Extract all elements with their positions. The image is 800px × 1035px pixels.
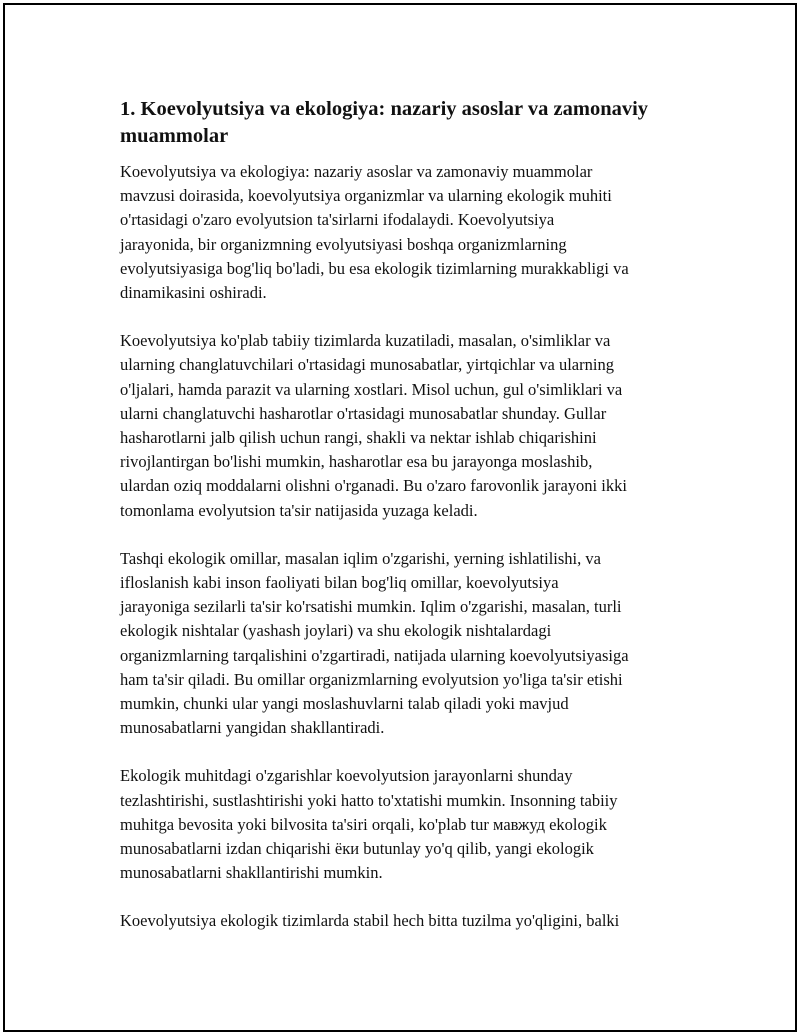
paragraph-2: Koevolyutsiya ko'plab tabiiy tizimlarda kuzatiladi, masalan, o'simliklar va ularning changlatuvchilari o'rtasidagi munosabatlar, yirtqichlar va ularning o'ljalari, hamda parazit va ularning xostlari. Misol uchun, gul o'simliklari va ularni changlatuvchi hasharotlar o'rtasidagi munosabatlar shunday. Gullar hasharotlarni jalb qilish uchun rangi, shakli va nektar ishlab chiqarishini rivojlantirgan bo'lishi mumkin, hasharotlar esa bu jarayonga moslashib, ulardan oziq moddalarni olishni o'rganadi. Bu o'zaro farovonlik jarayoni ikki tomonlama evolyutsion ta'sir natijasida yuzaga keladi. xyxy=(120,331,627,520)
document-page xyxy=(3,3,797,1032)
paragraph-1: Koevolyutsiya va ekologiya: nazariy asoslar va zamonaviy muammolar mavzusi doirasida, koevolyutsiya organizmlar va ularning ekologik muhiti o'rtasidagi o'zaro evolyutsion ta'sirlarni ifodalaydi. Koevolyutsiya jarayonida, bir organizmning evolyutsiyasi boshqa organizmlarning evolyutsiyasiga bog'liq bo'ladi, bu esa ekologik tizimlarning murakkabligi va dinamikasini oshiradi. xyxy=(120,162,629,303)
document-body xyxy=(120,96,700,958)
paragraph-4: Ekologik muhitdagi o'zgarishlar koevolyutsion jarayonlarni shunday tezlashtirishi, sustlashtirishi yoki hatto to'xtatishi mumkin. Insonning tabiiy muhitga bevosita yoki bilvosita ta'siri orqali, ko'plab tur мавжуд ekologik munosabatlarni izdan chiqarishi ёки butunlay yo'q qilib, yangi ekologik munosabatlarni shakllantirishi mumkin. xyxy=(120,766,618,883)
section-heading: 1. Koevolyutsiya va ekologiya: nazariy asoslar va zamonaviy muammolar xyxy=(120,98,649,147)
paragraph-5: Koevolyutsiya ekologik tizimlarda stabil hech bitta tuzilma yo'qligini, balki xyxy=(120,911,620,931)
paragraph-3: Tashqi ekologik omillar, masalan iqlim o'zgarishi, yerning ishlatilishi, va ifloslanish kabi inson faoliyati bilan bog'liq omillar, koevolyutsiya jarayoniga sezilarli ta'sir ko'rsatishi mumkin. Iqlim o'zgarishi, masalan, turli ekologik nishtalar (yashash joylari) va shu ekologik nishtalardagi organizmlarning tarqalishini o'zgartiradi, natijada ularning koevolyutsiyasiga ham ta'sir qiladi. Bu omillar organizmlarning evolyutsion yo'liga ta'sir etishi mumkin, chunki ular yangi moslashuvlarni talab qiladi yoki mavjud munosabatlarni yangidan shakllantiradi. xyxy=(120,548,629,738)
